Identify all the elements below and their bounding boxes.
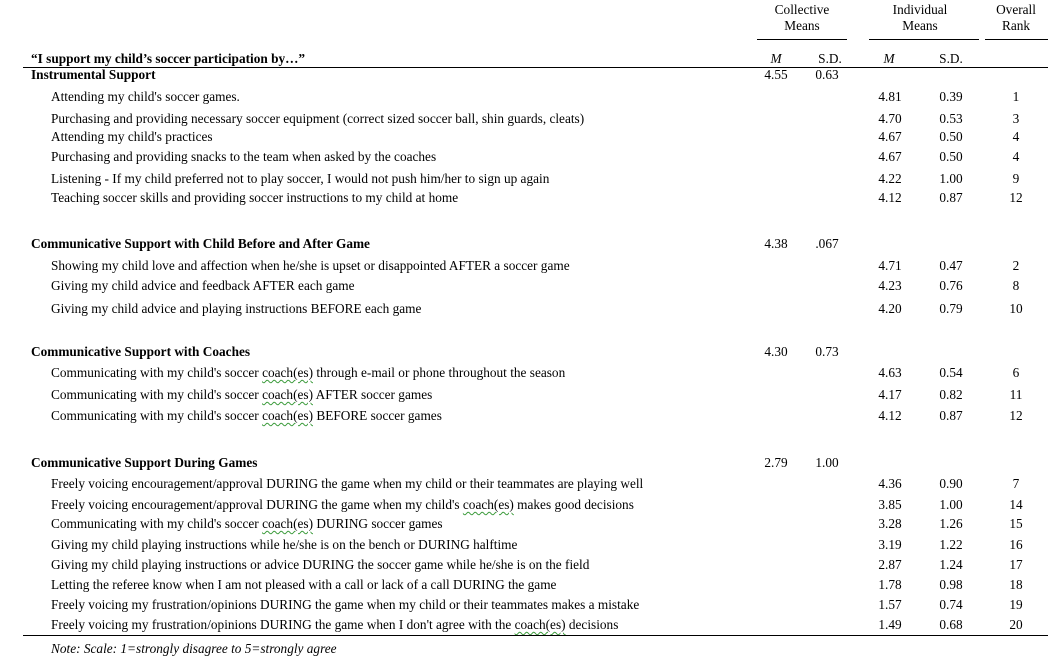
item-sd: 1.00 bbox=[939, 171, 963, 186]
item-sd: 0.87 bbox=[939, 190, 963, 205]
section-title: Instrumental Support bbox=[31, 67, 156, 82]
item-sd: 0.50 bbox=[939, 149, 963, 164]
item-mean: 1.57 bbox=[878, 597, 902, 612]
item-text-end: decisions bbox=[565, 617, 619, 632]
item-mean: 4.23 bbox=[878, 278, 902, 293]
item-text-start: Communicating with my child's soccer bbox=[51, 365, 263, 380]
item-sd: 0.47 bbox=[939, 258, 963, 273]
item-text-flagged-word: coach(es) bbox=[262, 408, 313, 423]
table-row-item: Giving my child playing instructions while he/she is on the bench or DURING halftime bbox=[51, 537, 518, 552]
section-collective-sd: 1.00 bbox=[815, 455, 839, 470]
header-bottom-rule bbox=[23, 67, 1048, 68]
item-rank: 3 bbox=[1012, 111, 1020, 126]
section-collective-sd: .067 bbox=[815, 236, 839, 251]
section-collective-sd: 0.73 bbox=[815, 344, 839, 359]
overall-rank-header bbox=[986, 2, 1046, 34]
item-sd: 0.76 bbox=[939, 278, 963, 293]
section-title: Communicative Support with Child Before and After Game bbox=[31, 236, 370, 251]
item-text-flagged-word: coach(es) bbox=[262, 387, 313, 402]
table-row-item: Letting the referee know when I am not pleased with a call or lack of a call DURING the game bbox=[51, 577, 557, 592]
question-heading: “I support my child’s soccer participation by…” bbox=[31, 51, 306, 66]
table-row-item: Freely voicing my frustration/opinions DURING the game when my child or their teammates makes a mistake bbox=[51, 597, 640, 612]
item-mean: 2.87 bbox=[878, 557, 902, 572]
table-bottom-rule bbox=[23, 635, 1048, 636]
item-sd: 1.00 bbox=[939, 497, 963, 512]
item-sd: 1.26 bbox=[939, 516, 963, 531]
item-mean: 3.85 bbox=[878, 497, 902, 512]
item-text-start: Freely voicing encouragement/approval DURING the game when my child's bbox=[51, 497, 463, 512]
overall-header-line2: Rank bbox=[1001, 18, 1031, 33]
item-text-end: AFTER soccer games bbox=[313, 387, 433, 402]
item-rank: 19 bbox=[1009, 597, 1023, 612]
item-sd: 1.22 bbox=[939, 537, 963, 552]
item-rank: 7 bbox=[1012, 476, 1020, 491]
item-sd: 0.90 bbox=[939, 476, 963, 491]
table-row-item: Purchasing and providing snacks to the team when asked by the coaches bbox=[51, 149, 437, 164]
collective-header-line1: Collective bbox=[774, 2, 830, 17]
table-row-item: Freely voicing encouragement/approval DURING the game when my child or their teammates are playing well bbox=[51, 476, 644, 491]
item-mean: 1.49 bbox=[878, 617, 902, 632]
item-text-end: makes good decisions bbox=[513, 497, 634, 512]
item-rank: 8 bbox=[1012, 278, 1020, 293]
item-sd: 0.54 bbox=[939, 365, 963, 380]
section-collective-mean: 4.30 bbox=[764, 344, 788, 359]
table-row-item: Teaching soccer skills and providing soccer instructions to my child at home bbox=[51, 190, 459, 205]
individual-sd-label: S.D. bbox=[939, 51, 963, 66]
item-text-flagged-word: coach(es) bbox=[462, 497, 514, 512]
item-sd: 0.82 bbox=[939, 387, 963, 402]
table-row-item: Attending my child's practices bbox=[51, 129, 213, 144]
item-sd: 0.98 bbox=[939, 577, 963, 592]
table-row-item bbox=[51, 617, 618, 633]
collective-header-line2: Means bbox=[784, 18, 820, 33]
item-rank: 4 bbox=[1012, 129, 1020, 144]
individual-header-line1: Individual bbox=[892, 2, 948, 17]
scale-note: Note: Scale: 1=strongly disagree to 5=strongly agree bbox=[51, 641, 337, 656]
item-rank: 20 bbox=[1009, 617, 1023, 632]
item-mean: 4.81 bbox=[878, 89, 902, 104]
collective-means-header bbox=[757, 2, 847, 34]
collective-m-label: M bbox=[770, 51, 782, 66]
item-mean: 4.22 bbox=[878, 171, 902, 186]
item-mean: 3.28 bbox=[878, 516, 902, 531]
item-rank: 2 bbox=[1012, 258, 1020, 273]
overall-header-line1: Overall bbox=[996, 2, 1036, 17]
item-sd: 0.87 bbox=[939, 408, 963, 423]
item-rank: 6 bbox=[1012, 365, 1020, 380]
item-rank: 12 bbox=[1009, 190, 1023, 205]
item-mean: 4.63 bbox=[878, 365, 902, 380]
collective-header-rule bbox=[757, 39, 847, 40]
item-sd: 0.50 bbox=[939, 129, 963, 144]
table-row-item: Purchasing and providing necessary soccer equipment (correct sized soccer ball, shin guards, cleats) bbox=[51, 111, 585, 126]
individual-header-rule bbox=[869, 39, 979, 40]
item-rank: 4 bbox=[1012, 149, 1020, 164]
item-text-end: through e-mail or phone throughout the season bbox=[313, 365, 566, 380]
table-row-item: Giving my child advice and feedback AFTER each game bbox=[51, 278, 355, 293]
section-title: Communicative Support During Games bbox=[31, 455, 258, 470]
item-text-start: Communicating with my child's soccer bbox=[51, 387, 263, 402]
item-rank: 16 bbox=[1009, 537, 1023, 552]
item-mean: 4.71 bbox=[878, 258, 902, 273]
section-title: Communicative Support with Coaches bbox=[31, 344, 251, 359]
table-row-item: Giving my child playing instructions or advice DURING the soccer game while he/she is on the field bbox=[51, 557, 590, 572]
item-mean: 4.12 bbox=[878, 408, 902, 423]
table-row-item bbox=[51, 516, 443, 532]
item-sd: 0.53 bbox=[939, 111, 963, 126]
item-text-flagged-word: coach(es) bbox=[262, 516, 313, 531]
item-mean: 4.67 bbox=[878, 149, 902, 164]
item-rank: 11 bbox=[1009, 387, 1023, 402]
item-text-end: BEFORE soccer games bbox=[313, 408, 442, 423]
table-row-item bbox=[51, 365, 565, 381]
item-rank: 9 bbox=[1012, 171, 1020, 186]
item-rank: 17 bbox=[1009, 557, 1023, 572]
section-collective-mean: 2.79 bbox=[764, 455, 788, 470]
item-text-flagged-word: coach(es) bbox=[514, 617, 566, 632]
item-rank: 18 bbox=[1009, 577, 1023, 592]
item-mean: 4.20 bbox=[878, 301, 902, 316]
item-text-start: Communicating with my child's soccer bbox=[51, 408, 263, 423]
individual-m-label: M bbox=[883, 51, 895, 66]
rank-header-rule bbox=[985, 39, 1048, 40]
item-text-start: Freely voicing my frustration/opinions DURING the game when I don't agree with the bbox=[51, 617, 515, 632]
item-text-start: Communicating with my child's soccer bbox=[51, 516, 263, 531]
section-collective-mean: 4.38 bbox=[764, 236, 788, 251]
table-row-item: Showing my child love and affection when he/she is upset or disappointed AFTER a soccer game bbox=[51, 258, 570, 273]
item-rank: 15 bbox=[1009, 516, 1023, 531]
item-rank: 12 bbox=[1009, 408, 1023, 423]
item-sd: 0.79 bbox=[939, 301, 963, 316]
table-row-item bbox=[51, 497, 634, 513]
item-mean: 4.17 bbox=[878, 387, 902, 402]
item-sd: 0.68 bbox=[939, 617, 963, 632]
collective-sd-label: S.D. bbox=[818, 51, 842, 66]
section-collective-sd: 0.63 bbox=[815, 67, 839, 82]
item-rank: 1 bbox=[1012, 89, 1020, 104]
item-sd: 0.39 bbox=[939, 89, 963, 104]
item-mean: 4.70 bbox=[878, 111, 902, 126]
section-collective-mean: 4.55 bbox=[764, 67, 788, 82]
table-row-item: Listening - If my child preferred not to play soccer, I would not push him/her to sign up again bbox=[51, 171, 550, 186]
item-rank: 10 bbox=[1009, 301, 1023, 316]
item-mean: 4.36 bbox=[878, 476, 902, 491]
individual-header-line2: Means bbox=[902, 18, 938, 33]
table-row-item bbox=[51, 408, 442, 424]
item-mean: 1.78 bbox=[878, 577, 902, 592]
table-row-item: Attending my child's soccer games. bbox=[51, 89, 240, 104]
item-text-flagged-word: coach(es) bbox=[262, 365, 313, 380]
table-row-item: Giving my child advice and playing instructions BEFORE each game bbox=[51, 301, 422, 316]
item-text-end: DURING soccer games bbox=[313, 516, 443, 531]
item-mean: 4.12 bbox=[878, 190, 902, 205]
item-mean: 3.19 bbox=[878, 537, 902, 552]
table-row-item bbox=[51, 387, 432, 403]
item-sd: 0.74 bbox=[939, 597, 963, 612]
item-rank: 14 bbox=[1009, 497, 1023, 512]
item-sd: 1.24 bbox=[939, 557, 963, 572]
individual-means-header bbox=[875, 2, 965, 34]
item-mean: 4.67 bbox=[878, 129, 902, 144]
